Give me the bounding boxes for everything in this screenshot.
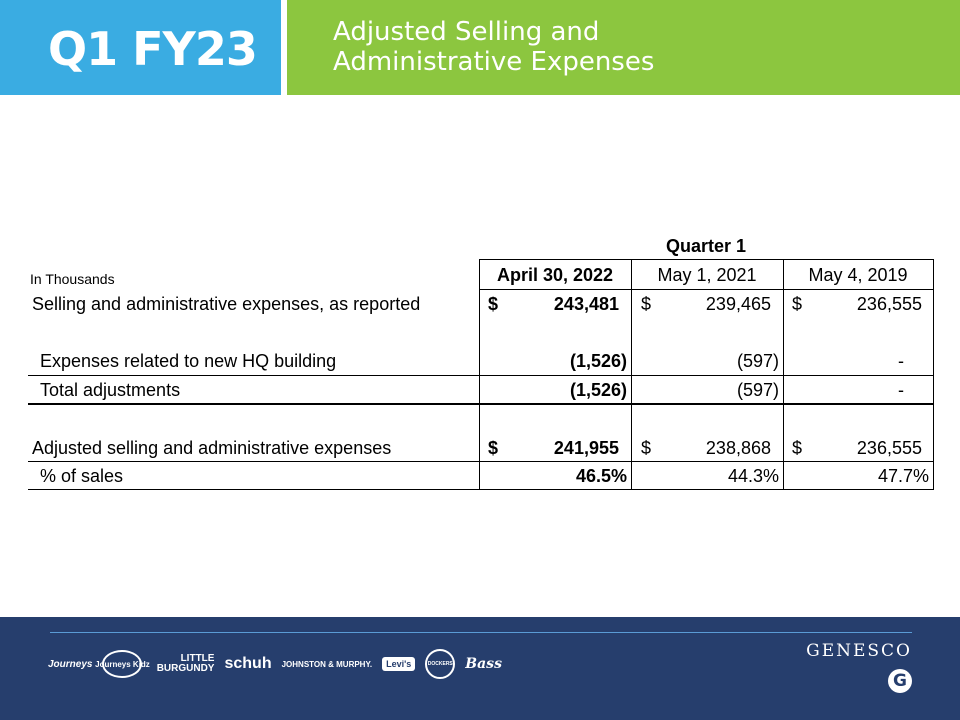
dockers-logo: DOCKERS: [425, 649, 455, 679]
value-percent-2019: 47.7%: [877, 466, 929, 486]
footer-bar: [0, 617, 960, 720]
rule-row: [28, 461, 934, 462]
row-label-total-adjustments: Total adjustments: [40, 380, 181, 400]
value-hq-2022: (1,526): [569, 351, 627, 371]
footer-rule: [50, 632, 912, 633]
value-reported-2022: 243,481: [553, 294, 619, 314]
rule-row: [28, 403, 934, 405]
value-adjustments-2019: -: [898, 380, 904, 400]
value-percent-2022: 46.5%: [575, 466, 627, 486]
rule-column: [933, 259, 934, 490]
row-label-percent-of-sales: % of sales: [40, 466, 124, 486]
brand-logos: [48, 647, 502, 681]
currency-symbol: $: [792, 294, 803, 314]
genesco-wordmark: GENESCO: [806, 641, 912, 661]
bass-logo: Bass: [465, 656, 502, 672]
journeys-logo: Journeys: [48, 658, 93, 670]
genesco-g-icon: G: [888, 669, 912, 693]
title-line-1: Adjusted Selling and: [333, 17, 600, 47]
rule-header-top: [479, 259, 934, 260]
period-label: Q1 FY23: [48, 22, 257, 76]
value-reported-2021: 239,465: [705, 294, 771, 314]
value-hq-2019: -: [898, 351, 904, 371]
rule-column: [783, 259, 784, 490]
rule-header-bottom: [479, 289, 934, 290]
rule-table-bottom: [28, 489, 934, 490]
column-header-may-4-2019: May 4, 2019: [808, 265, 908, 285]
schuh-logo: schuh: [224, 655, 272, 672]
column-header-may-1-2021: May 1, 2021: [657, 265, 757, 285]
little-burgundy-logo: LITTLE BURGUNDY: [156, 653, 215, 674]
row-label-hq-expenses: Expenses related to new HQ building: [40, 351, 337, 371]
column-header-april-30-2022: April 30, 2022: [496, 265, 614, 285]
levis-logo: Levi's: [382, 657, 415, 671]
title-line-2: Administrative Expenses: [333, 47, 655, 77]
value-adjusted-2019: 236,555: [856, 438, 922, 458]
value-adjusted-2022: 241,955: [553, 438, 619, 458]
journeys-kidz-logo: Journeys Kidz: [102, 650, 142, 678]
currency-symbol: $: [641, 294, 652, 314]
row-label-reported: Selling and administrative expenses, as reported: [32, 294, 421, 314]
value-adjusted-2021: 238,868: [705, 438, 771, 458]
row-label-adjusted: Adjusted selling and administrative expenses: [32, 438, 392, 458]
unit-label: In Thousands: [30, 271, 115, 287]
value-adjustments-2021: (597): [736, 380, 779, 400]
value-percent-2021: 44.3%: [727, 466, 779, 486]
currency-symbol: $: [792, 438, 803, 458]
johnston-murphy-logo: JOHNSTON & MURPHY.: [281, 659, 373, 669]
rule-row: [28, 375, 934, 376]
currency-symbol: $: [488, 438, 499, 458]
value-reported-2019: 236,555: [856, 294, 922, 314]
currency-symbol: $: [488, 294, 499, 314]
group-header: Quarter 1: [665, 236, 747, 256]
value-hq-2021: (597): [736, 351, 779, 371]
rule-column: [631, 259, 632, 490]
currency-symbol: $: [641, 438, 652, 458]
rule-column: [479, 259, 480, 490]
value-adjustments-2022: (1,526): [569, 380, 627, 400]
